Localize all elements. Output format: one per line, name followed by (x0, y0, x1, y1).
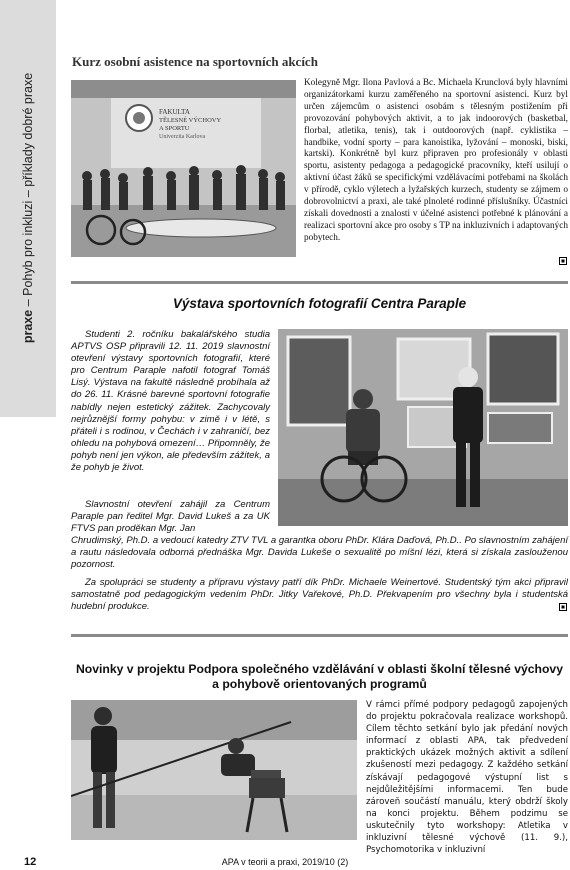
workshop-photo (71, 700, 357, 840)
faculty-sign-line2: TĚLESNÉ VÝCHOVY (159, 117, 222, 124)
section3-title-line2: a pohybově orientovaných programů (212, 677, 427, 691)
section-end-icon (559, 603, 567, 611)
section3-body: V rámci přímé podpory pedagogů zapojených do projektu pokračovala realizace workshopů. Cílem těchto setkání bylo jak předání nových informací z oblasti APA, tak předvedení praktických ukázek možných aktivit a sdílení zkušeností mezi pedagogy. Z každého setkání získávají pedagogové výstupní list s nejdůležitějšími informacemi. Ten bude zároveň součástí manuálu, který obdrží školy na konci projektu. Během podzimu se uskutečnily tyto workshopy: Atletika v inkluzivní tělesné výchově (11. 9.), Psychomotorika v inkluzivní (366, 700, 568, 856)
faculty-sign-line1: FAKULTA (159, 108, 190, 116)
sidebar-label: praxe – Pohyb pro inkluzi – příklady dobré praxe (21, 72, 35, 344)
section-divider (71, 634, 568, 637)
section2-title: Výstava sportovních fotografií Centra Paraple (172, 296, 467, 311)
section2-paragraph-1: Studenti 2. ročníku bakalářského studia APTVS OSP připravili 12. 11. 2019 slavnostní otevření výstavy sportovních fotografií, které pro Centrum Paraple nafotil fotograf Tomáš Lisý. Výstava na fakultě následně probíhala až do 26. 11. Krásné barevné sportovní fotografie nabídly nejen estetický zážitek. Zachycovaly nejrůznější formy pohybu: v zimě i v létě, s přáteli i s rodinou, v Čechách i v zahraničí, bez ohledu na pohybová omezení… Připomněly, že pohyb není jen výkon, ale především zážitek, a že pohyb je život. (71, 329, 270, 474)
section1-body: Kolegyně Mgr. Ilona Pavlová a Bc. Michaela Krunclová byly hlavními organizátorkami kurzu zaměřeného na sportovní asistenci. Kurz byl určen zájemcům o asistenci osobám s tělesným postižením při provozování pohybových aktivit, a to jak indoorových (basketbal, florbal, atletika, tenis), tak i outdoorových (např. cyklistika – handbike, vodní sporty – para kanoistika, lyžování – monoski, biski, kartski). Konkrétně byl kurz připraven pro profesionály v oblasti sportu, asistenty pedagoga a pedagogické pracovníky, kteří usilují o aktivní účast žáků se specifickými vzdělávacími potřebami na školách v přírodě, cyklo výletech a lyžařských kurzech, studenty se zájmem o dobrovolnictví a praxi, ale také plnoleté rodinné příslušníky. Účastníci získali dovednosti a znalosti v účelné asistenci potřebné k plánování a realizaci sportovní akce pro osoby s TP na inkluzivních i adaptovaných pobytech. (304, 78, 568, 243)
exhibition-photo (278, 329, 568, 526)
section2-paragraph-3: Za spolupráci se studenty a přípravu výstavy patří dík PhDr. Michaele Weinertové. Studentský tým akci připravil samostatně pod pedagogickým vedením PhDr. Jitky Vařekové, Ph.D. Překvapením pro všechny byla i studentská hudební produkce. (71, 577, 568, 613)
faculty-sign-line4: Univerzita Karlova (159, 134, 206, 140)
section-sidebar (0, 0, 56, 417)
section2-paragraph-2b: Chrudimský, Ph.D. a vedoucí katedry ZTV TVL a garantka oboru PhDr. Klára Daďová, Ph.D.. Po slavnostním zahájení a rautu následovala odborná přednáška Mgr. Davida Lukeše o sexualitě po míšní lézi, která si získala zaslouženou pozornost. (71, 535, 569, 571)
page-number: 12 (24, 856, 37, 868)
section3-title (71, 662, 568, 692)
section3-title-line1: Novinky v projektu Podpora společného vzdělávání v oblasti školní tělesné výchovy (76, 662, 563, 676)
course-group-photo (71, 80, 296, 257)
section-end-icon (559, 257, 567, 265)
section1-title: Kurz osobní asistence na sportovních akcích (72, 54, 318, 69)
journal-footer: APA v teorii a praxi, 2019/10 (2) (221, 857, 349, 867)
section2-paragraph-2a: Slavnostní otevření zahájil za Centrum Paraple pan ředitel Mgr. David Lukeš a za UK FTVS pan proděkan Mgr. Jan (71, 499, 270, 535)
faculty-sign-line3: A SPORTU (159, 125, 190, 132)
section-divider (71, 281, 568, 284)
